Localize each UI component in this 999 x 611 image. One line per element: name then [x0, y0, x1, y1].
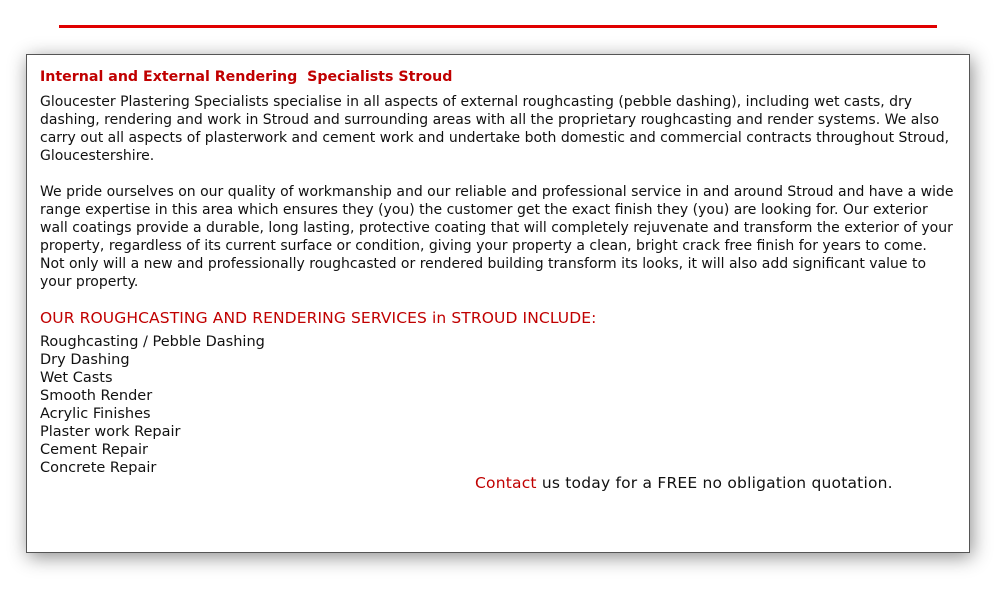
page-heading: Internal and External Rendering Specialists Stroud — [40, 69, 453, 85]
service-item: Concrete Repair — [40, 460, 157, 476]
service-item: Roughcasting / Pebble Dashing — [40, 334, 265, 350]
service-item: Plaster work Repair — [40, 424, 181, 440]
intro-paragraph: Gloucester Plastering Specialists specialise in all aspects of external roughcasting (pebble dashing), including wet casts, dry dashing, rendering and work in Stroud and surrounding areas with all the proprietary roughcasting and render systems. We also carry out all aspects of plasterwork and cement work and undertake both domestic and commercial contracts throughout Stroud, Gloucestershire. — [40, 94, 950, 164]
contact-link[interactable]: Contact — [475, 474, 537, 492]
services-list — [40, 333, 955, 477]
content-panel — [26, 54, 970, 553]
service-item: Acrylic Finishes — [40, 406, 151, 422]
services-heading: OUR ROUGHCASTING AND RENDERING SERVICES in STROUD INCLUDE: — [40, 309, 597, 327]
service-item: Cement Repair — [40, 442, 148, 458]
cta-text: us today for a FREE no obligation quotation. — [536, 474, 893, 492]
quality-paragraph: We pride ourselves on our quality of workmanship and our reliable and professional service in and around Stroud and have a wide range expertise in this area which ensures they (you) the customer get the exact finish they (you) are looking for. Our exterior wall coatings provide a durable, long lasting, protective coating that will completely rejuvenate and transform the exterior of your property, regardless of its current surface or condition, giving your property a clean, bright crack free finish for years to come. Not only will a new and professionally roughcasted or rendered building transform its looks, it will also add significant value to your property. — [40, 184, 954, 290]
service-item: Smooth Render — [40, 388, 153, 404]
call-to-action — [475, 473, 893, 493]
service-item: Wet Casts — [40, 370, 113, 386]
content-body — [40, 67, 955, 477]
top-divider-line — [59, 25, 937, 28]
service-item: Dry Dashing — [40, 352, 130, 368]
